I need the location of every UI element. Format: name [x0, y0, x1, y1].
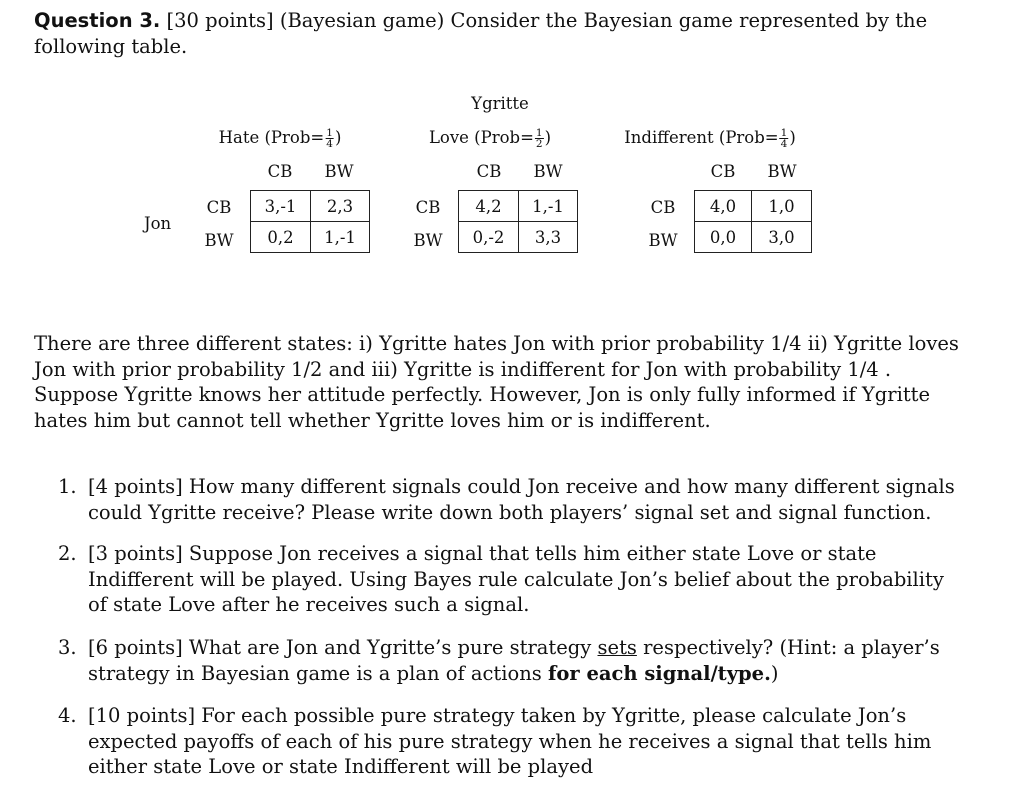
payoff-cell: 1,-1 [519, 191, 578, 222]
payoff-matrix-indifferent [694, 190, 812, 253]
column-player-label: Ygritte [471, 94, 529, 113]
prob-suffix: ) [789, 128, 796, 147]
question-text-part: respectively? (Hint: a player’s strategy in Bayesian game is a plan of actions [88, 636, 940, 685]
prob-suffix: ) [544, 128, 552, 147]
question-number: 4. [58, 704, 77, 727]
question-number: 3. [58, 636, 77, 659]
question-header-text: [30 points] (Bayesian game) Consider the Bayesian game represented by the following table. [34, 9, 928, 58]
prob-fraction [535, 128, 544, 149]
payoff-cell: 1,-1 [311, 222, 370, 253]
prob-fraction [780, 128, 789, 149]
col-action-cb: CB [267, 162, 293, 181]
state-indifferent-title [624, 128, 796, 149]
question-text: [3 points] Suppose Jon receives a signal that tells him either state Love or state Indifferent will be played. Using Bayes rule calculate Jon’s belief about the probability of state Love after he receives such a signal. [88, 542, 944, 616]
prob-numerator: 1 [535, 127, 543, 139]
prob-denominator: 4 [780, 138, 788, 150]
col-action-bw: BW [533, 162, 563, 181]
row-action-bw: BW [413, 231, 443, 250]
prob-denominator: 2 [535, 138, 543, 150]
question-text [88, 635, 958, 686]
question-number: 2. [58, 542, 77, 565]
row-action-cb: CB [415, 198, 441, 217]
row-player-label: Jon [144, 214, 172, 233]
state-name: Love [428, 128, 469, 147]
col-action-cb: CB [476, 162, 502, 181]
payoff-cell: 0,2 [251, 222, 311, 253]
payoff-cell: 1,0 [752, 191, 812, 222]
payoff-matrix-love [458, 190, 578, 253]
payoff-cell: 3,0 [752, 222, 812, 253]
state-hate-title [219, 128, 342, 149]
payoff-cell: 4,0 [695, 191, 752, 222]
payoff-cell: 3,3 [519, 222, 578, 253]
row-action-bw: BW [204, 231, 234, 250]
row-action-cb: CB [650, 198, 676, 217]
prob-prefix: (Prob= [264, 128, 325, 147]
col-action-bw: BW [324, 162, 354, 181]
col-action-cb: CB [710, 162, 736, 181]
payoff-cell: 4,2 [459, 191, 519, 222]
row-action-bw: BW [648, 231, 678, 250]
payoff-cell: 0,-2 [459, 222, 519, 253]
state-love-title [429, 128, 551, 149]
prob-fraction [325, 128, 334, 149]
prob-denominator: 4 [326, 138, 333, 150]
description-paragraph: There are three different states: i) Ygritte hates Jon with prior probability 1/4 ii) Ygritte loves Jon with prior probability 1/2 and iii) Ygritte is indifferent for Jon with probability 1/4 . Suppose Ygritte knows her attitude perfectly. However, Jon is only fully informed if Ygritte hates him but cannot tell whether Ygritte loves him or is indifferent. [34, 332, 959, 432]
prob-prefix: (Prob= [718, 128, 779, 147]
question-text: [10 points] For each possible pure strategy taken by Ygritte, please calculate Jon’s expected payoffs of each of his pure strategy when he receives a signal that tells him either state Love or state Indifferent will be played [88, 704, 932, 778]
state-name: Indifferent [624, 128, 714, 147]
payoff-cell: 0,0 [695, 222, 752, 253]
question-heading [34, 8, 974, 60]
bold-phrase: for each signal/type. [547, 661, 771, 685]
prob-numerator: 1 [326, 127, 333, 139]
col-action-bw: BW [767, 162, 797, 181]
question-number: 1. [58, 475, 77, 498]
payoff-cell: 2,3 [311, 191, 370, 222]
question-text-part: ) [770, 661, 779, 685]
prob-prefix: (Prob= [474, 128, 534, 147]
question-text: [4 points] How many different signals could Jon receive and how many different signals could Ygritte receive? Please write down both players’ signal set and signal function. [88, 475, 955, 524]
state-name: Hate [218, 128, 260, 147]
prob-suffix: ) [334, 128, 342, 147]
question-label: Question 3. [34, 9, 161, 32]
payoff-cell: 3,-1 [251, 191, 311, 222]
row-action-cb: CB [206, 198, 232, 217]
payoff-matrix-hate [250, 190, 370, 253]
underlined-word: sets [597, 636, 637, 659]
prob-numerator: 1 [780, 127, 788, 139]
question-text-part: [6 points] What are Jon and Ygritte’s pure strategy [88, 636, 598, 659]
